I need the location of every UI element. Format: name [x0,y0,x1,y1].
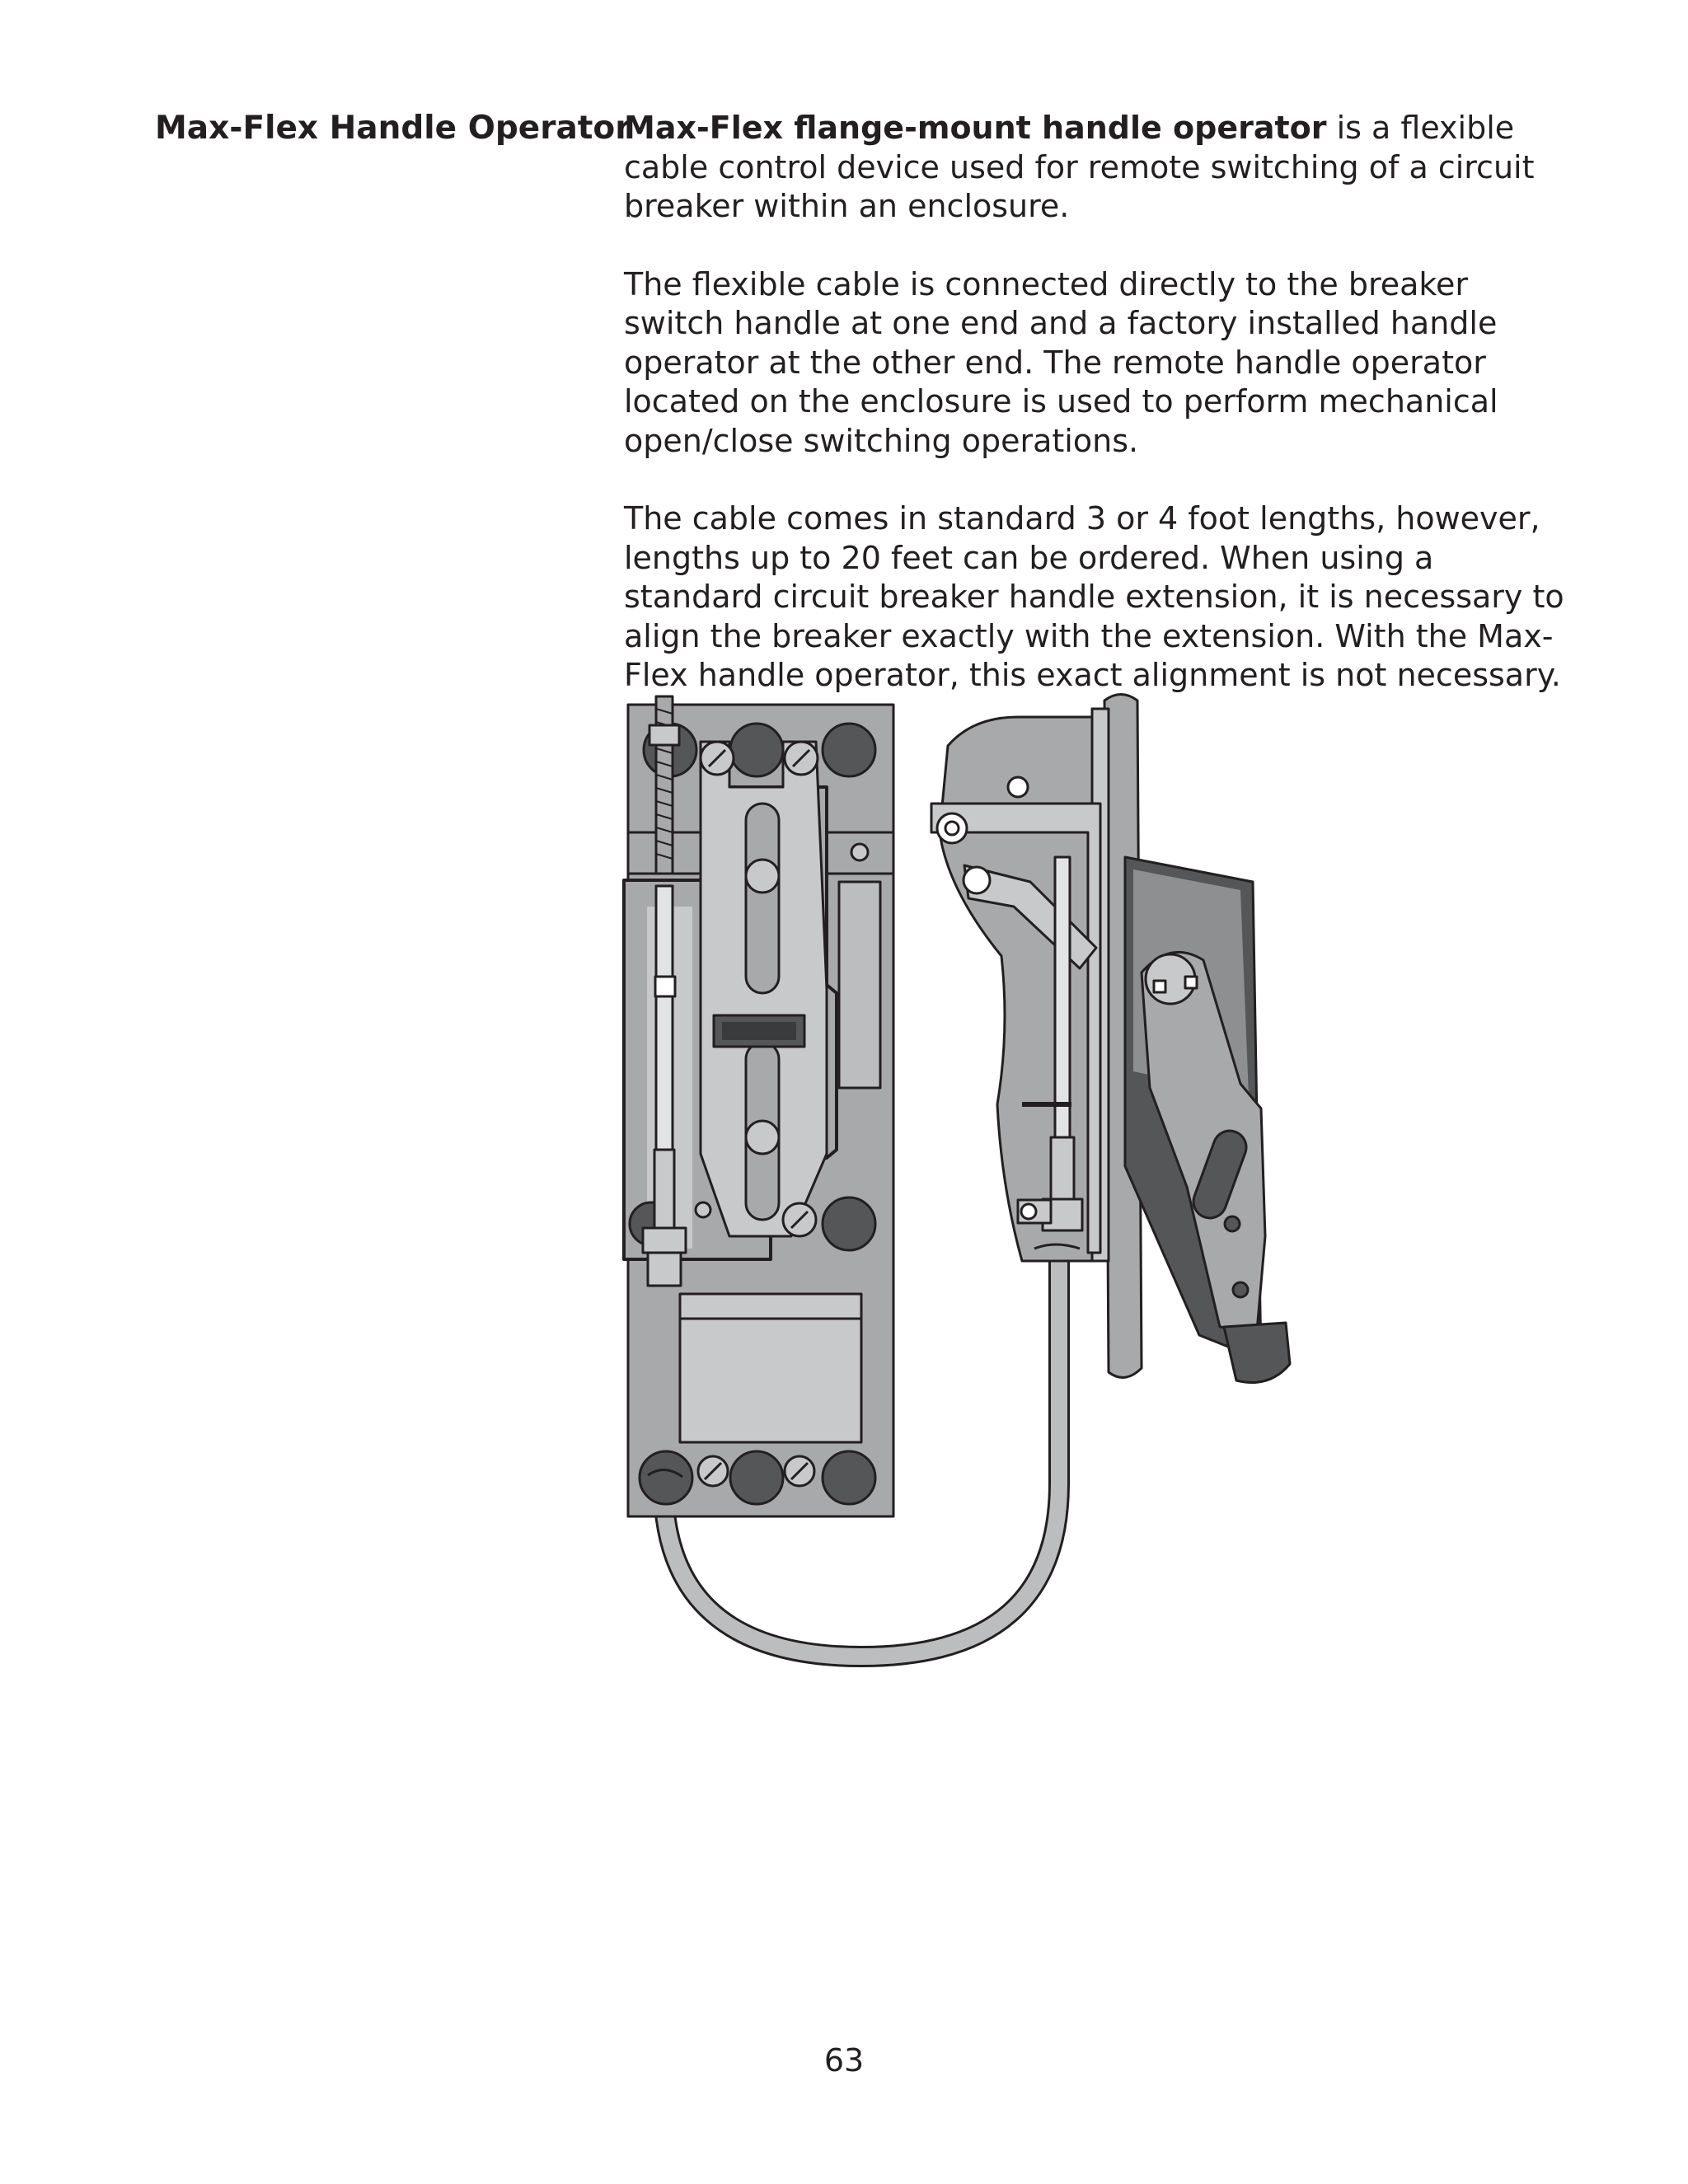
paragraph-intro-lead: Max-Flex flange-mount handle operator [624,110,1327,146]
section-heading: Max-Flex Handle Operator [155,110,631,147]
page-number: 63 [823,2042,865,2079]
remote-handle-operator [931,695,1290,1383]
paragraph-intro-rest: is a flexible cable control device used for remote switching of a circuit breaker within an enclosure. [624,110,1535,224]
paragraph-cable-connection: The flexible cable is connected directly to the breaker switch handle at one end and a factory installed handle operator at the other end. The remote handle operator located on the enclosure is used to perform mechanical open/close switching operations. [624,265,1498,459]
paragraph-intro [624,109,1572,227]
paragraph-cable-lengths: The cable comes in standard 3 or 4 foot lengths, however, lengths up to 20 feet can be ordered. When using a standard circuit breaker handle extension, it is necessary to align the breaker exactly with the extension. With the Max-Flex handle operator, this exact alignment is not necessary. [624,500,1564,693]
circuit-breaker [624,696,893,1516]
max-flex-handle-illustration [610,684,1319,1698]
body-text [624,109,1572,734]
